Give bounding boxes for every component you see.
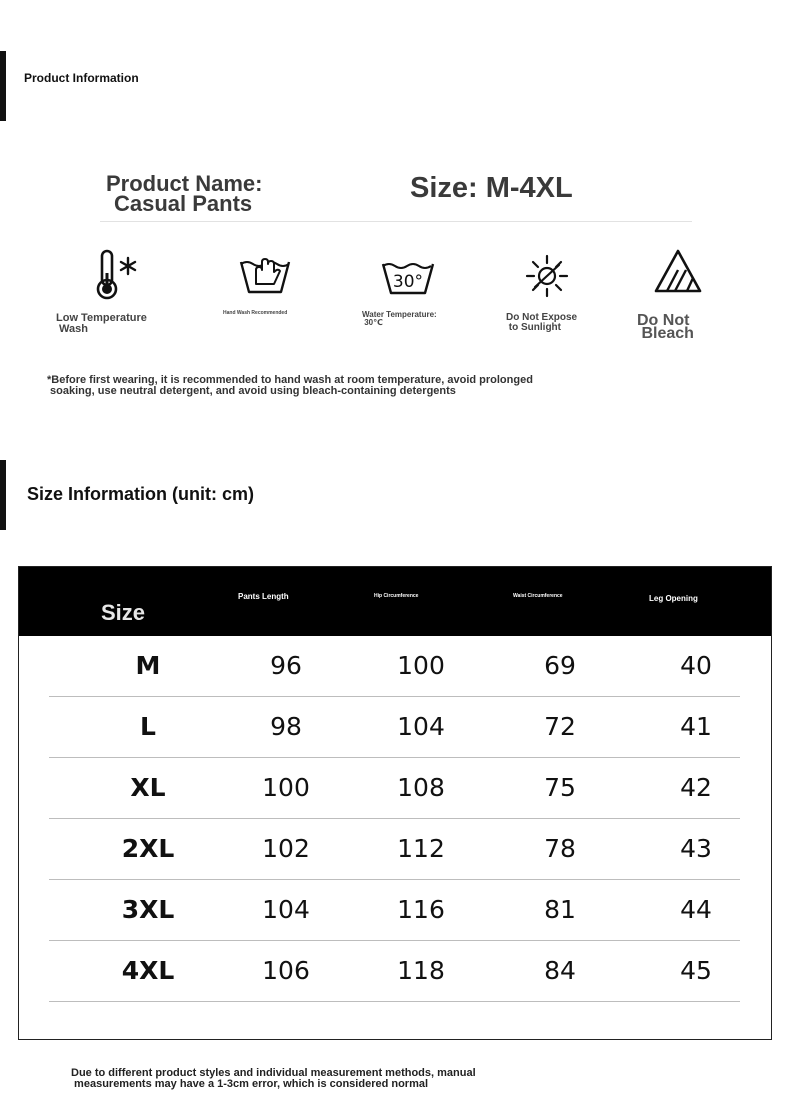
hand-wash-icon (238, 250, 292, 296)
measurement-cell: 98 (270, 712, 302, 741)
care-label-low-temperature: Low Temperature Wash (56, 312, 147, 335)
size-table-header (19, 567, 771, 636)
size-table (18, 566, 772, 1040)
product-information-title: Product Information (24, 71, 139, 85)
measurement-cell: 41 (680, 712, 712, 741)
measurement-cell: 104 (397, 712, 445, 741)
measurement-cell: 42 (680, 773, 712, 802)
product-name (106, 171, 263, 216)
header-pants-length: Pants Length (238, 592, 289, 601)
care-item-low-temperature (94, 248, 140, 302)
care-label-hand-wash: Hand Wash Recommended (223, 310, 288, 316)
size-cell: XL (130, 773, 166, 802)
section-accent-bar (0, 51, 6, 121)
measurement-cell: 118 (397, 956, 445, 985)
measurement-cell: 40 (680, 651, 712, 680)
product-name-value: Casual Pants (114, 190, 253, 216)
size-cell: 3XL (121, 895, 175, 924)
care-item-sunlight (524, 254, 570, 298)
header-leg-opening: Leg Opening (649, 594, 698, 603)
care-label-sunlight: Do Not Expose to Sunlight (506, 312, 578, 333)
measurement-cell: 44 (680, 895, 712, 924)
measurement-cell: 75 (544, 773, 576, 802)
measurement-cell: 72 (544, 712, 576, 741)
header-waist-circumference: Waist Circumference (513, 593, 563, 599)
measurement-cell: 78 (544, 834, 576, 863)
measurement-cell: 112 (397, 834, 445, 863)
measurement-cell: 102 (262, 834, 310, 863)
water-temperature-icon-text: 30° (392, 272, 424, 292)
header-hip-circumference: Hip Circumference (374, 593, 419, 599)
size-cell: 4XL (121, 956, 175, 985)
measurement-cell: 104 (262, 895, 310, 924)
measurement-cell: 81 (544, 895, 576, 924)
measurement-cell: 116 (397, 895, 445, 924)
table-row (49, 698, 740, 758)
size-cell: 2XL (121, 834, 175, 863)
divider (100, 221, 692, 222)
size-range: Size: M-4XL (410, 172, 573, 204)
header-size: Size (101, 600, 146, 625)
table-row (49, 881, 740, 941)
measurement-cell: 106 (262, 956, 310, 985)
measurement-cell: 96 (270, 651, 302, 680)
do-not-bleach-icon (653, 248, 703, 294)
care-item-hand-wash (238, 250, 292, 296)
size-cell: L (140, 712, 156, 741)
table-row (49, 759, 740, 819)
measurement-cell: 108 (397, 773, 445, 802)
care-item-bleach (653, 248, 703, 294)
care-label-water-temperature: Water Temperature: 30℃ (362, 310, 437, 327)
table-row (49, 637, 740, 697)
care-note: *Before first wearing, it is recommended to hand wash at room temperature, avoid prolonged soaking, use neutral detergent, and avoid using bleach-containing detergents (47, 374, 533, 397)
measurement-note: Due to different product styles and individual measurement methods, manual measurements may have a 1-3cm error, which is considered normal (71, 1067, 476, 1090)
measurement-cell: 84 (544, 956, 576, 985)
measurement-cell: 45 (680, 956, 712, 985)
product-name-label: Product Name: (106, 171, 263, 196)
water-temperature-30-icon (380, 258, 436, 296)
measurement-cell: 43 (680, 834, 712, 863)
size-information-title: Size Information (unit: cm) (27, 484, 254, 504)
low-temperature-wash-icon (94, 248, 140, 302)
section-accent-bar (0, 460, 6, 530)
measurement-cell: 69 (544, 651, 576, 680)
size-cell: M (135, 651, 161, 680)
sun-icon (524, 254, 570, 298)
care-label-bleach: Do Not Bleach (637, 312, 694, 342)
care-item-water-temperature (380, 258, 436, 296)
table-row (49, 942, 740, 1002)
table-row (49, 820, 740, 880)
measurement-cell: 100 (397, 651, 445, 680)
measurement-cell: 100 (262, 773, 310, 802)
